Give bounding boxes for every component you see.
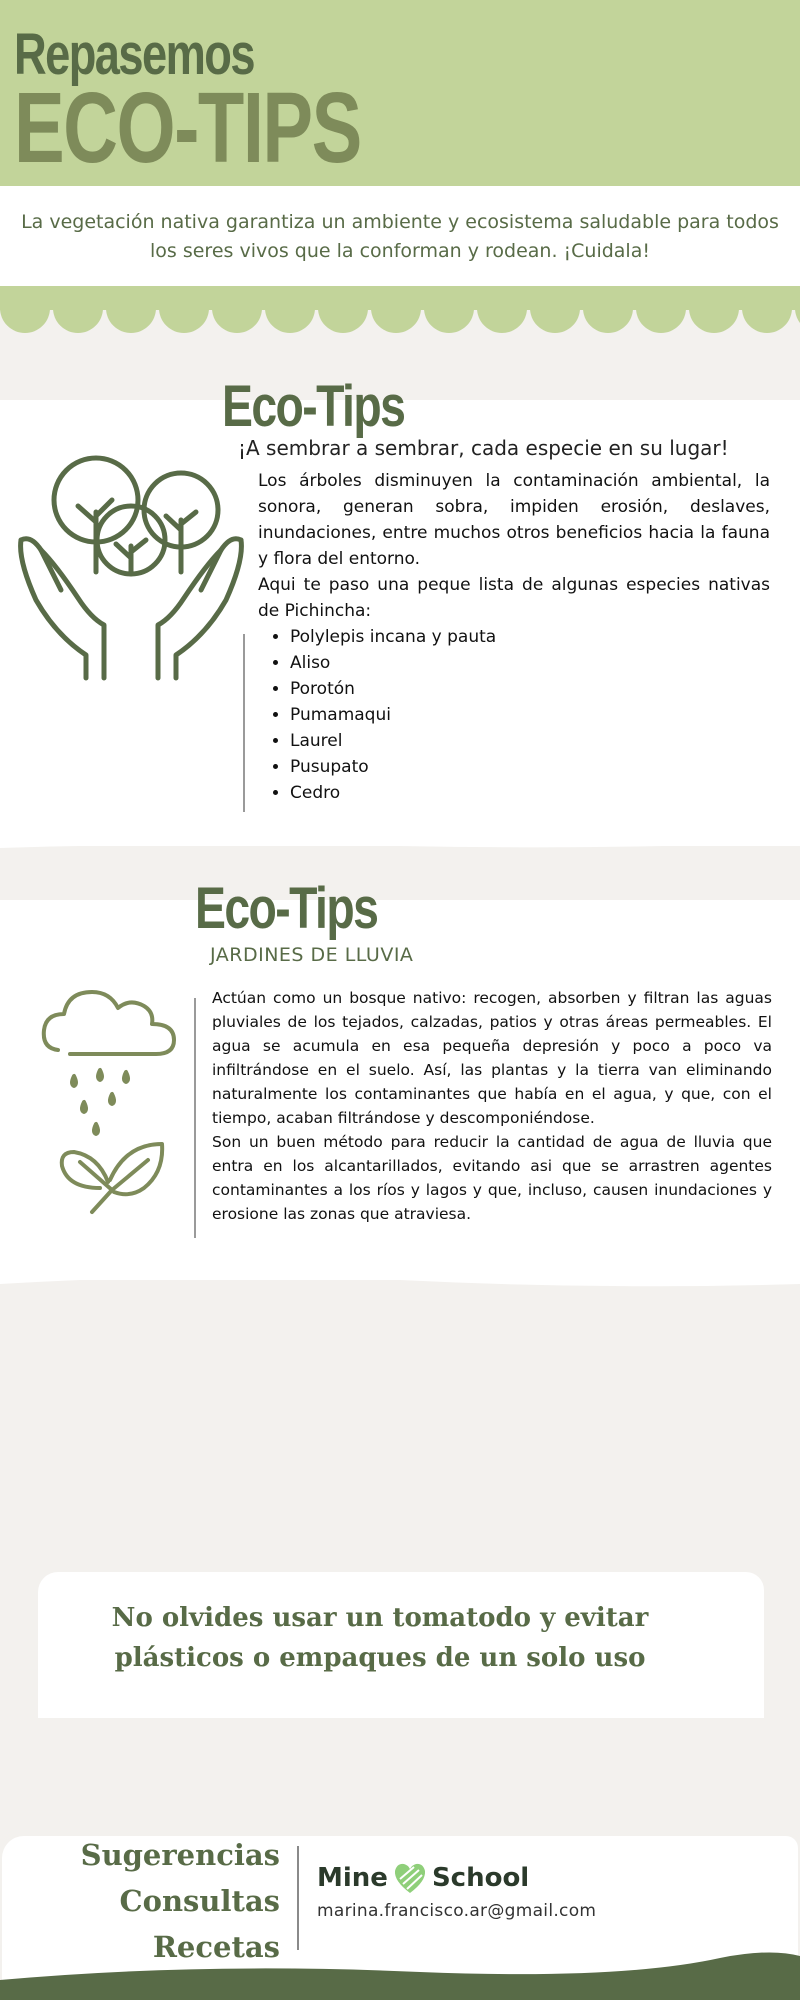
leaf-heart-icon: [392, 1861, 428, 1895]
section2-paragraph2: Son un buen método para reducir la cantidad de agua de lluvia que entra en los alcantarillados, evitando asi que se arrastren agentes contaminantes a los ríos y lagos y que, incluso, causen inundaciones y erosione las zonas que atraviesa.: [212, 1133, 772, 1223]
list-item: • Polylepis incana y pauta: [290, 624, 770, 650]
list-item: • Porotón: [290, 676, 770, 702]
footer-link-sugerencias[interactable]: Sugerencias: [80, 1838, 280, 1872]
footer-link-consultas[interactable]: Consultas: [119, 1884, 280, 1918]
section2-divider: [194, 998, 196, 1238]
section1-divider: [243, 634, 245, 812]
brand-left: Mine: [317, 1863, 388, 1893]
footer-link-recetas[interactable]: Recetas: [152, 1930, 280, 1964]
intro-text: La vegetación nativa garantiza un ambiente y ecosistema saludable para todos los seres vivos que la conforman y rodean. ¡Cuidala!: [21, 211, 779, 262]
section1-paragraph1: Los árboles disminuyen la contaminación ambiental, la sonora, generan sobra, impiden erosión, deslaves, inundaciones, entre muchos otros beneficios hacia la fauna y flora del entorno.: [258, 471, 770, 569]
hands-holding-trees-icon: [16, 450, 246, 682]
list-item: • Pusupato: [290, 754, 770, 780]
species-list: [258, 624, 770, 806]
list-item: • Aliso: [290, 650, 770, 676]
brand-logo: [317, 1858, 529, 1898]
contact-email[interactable]: marina.francisco.ar@gmail.com: [317, 1901, 597, 1921]
title-small: Repasemos: [14, 22, 254, 87]
card1-bottom-edge: [0, 836, 800, 856]
scallop-divider: [0, 286, 800, 346]
section1-body: [258, 468, 770, 806]
section2-paragraph1: Actúan como un bosque nativo: recogen, absorben y filtran las aguas pluviales de los tejados, calzadas, patios y otras áreas permeables. El agua se acumula en esa pequeña depresión y poco a poco va infiltrándose en el suelo. Así, las plantas y la tierra van eliminando naturalmente los contaminantes que había en el agua, y que, con el tiempo, acaban filtrándose y descomponiéndose.: [212, 989, 772, 1127]
brand-right: School: [431, 1863, 530, 1893]
section2-body: [212, 986, 772, 1226]
list-item: • Laurel: [290, 728, 770, 754]
rain-cloud-leaf-icon: [40, 984, 180, 1216]
card2-bottom-edge: [0, 1270, 800, 1294]
section1-paragraph2: Aqui te paso una peque lista de algunas especies nativas de Pichincha:: [258, 575, 770, 621]
reminder-text: No olvides usar un tomatodo y evitar plásticos o empaques de un solo uso: [111, 1603, 649, 1673]
list-item: • Cedro: [290, 780, 770, 806]
section1-heading: Eco-Tips: [222, 374, 405, 439]
section1-subtitle: ¡A sembrar a sembrar, cada especie en su lugar!: [238, 436, 729, 460]
section2-subtitle: JARDINES DE LLUVIA: [210, 944, 414, 966]
footer-divider: [297, 1846, 299, 1950]
footer-links: [40, 1832, 280, 1970]
list-item: • Pumamaqui: [290, 702, 770, 728]
title-big: ECO-TIPS: [14, 72, 361, 184]
section2-heading: Eco-Tips: [195, 876, 378, 941]
